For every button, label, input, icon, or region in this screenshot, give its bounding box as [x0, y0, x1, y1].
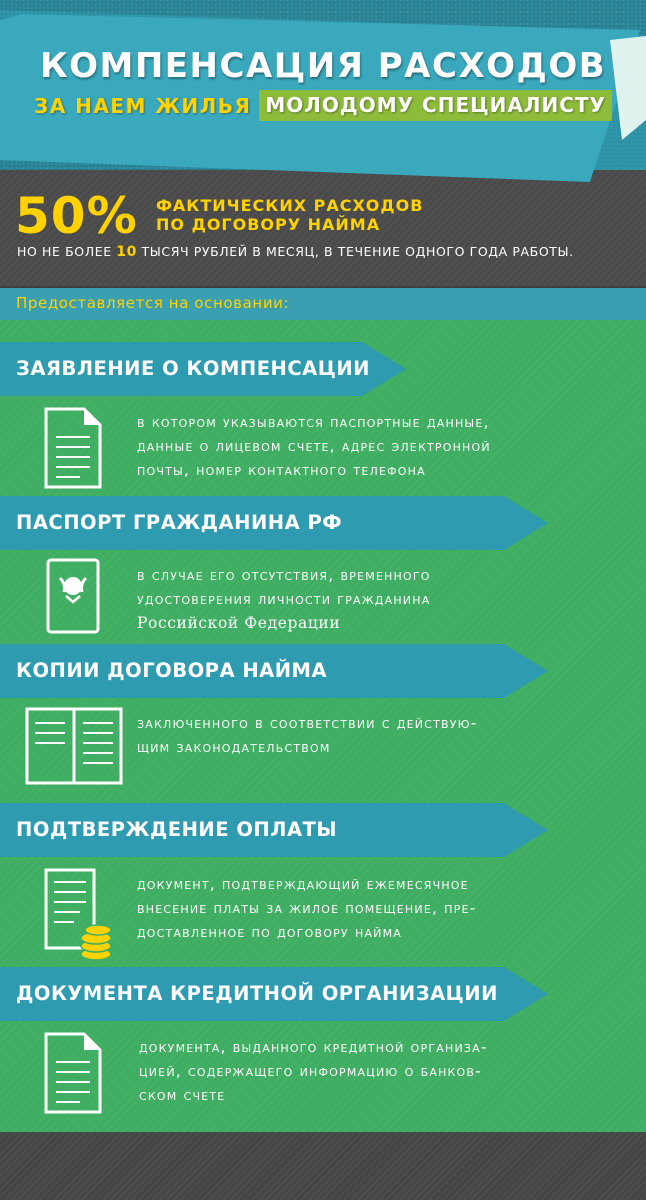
item-ribbon-passport	[0, 496, 548, 550]
subtitle-left: ЗА НАЕМ ЖИЛЬЯ	[34, 93, 252, 118]
stat-note	[17, 244, 574, 260]
item-description	[137, 872, 477, 944]
page-title: КОМПЕНСАЦИЯ РАСХОДОВ	[39, 46, 607, 86]
item-description-line: ском счете	[139, 1086, 226, 1104]
basis-label: Предоставляется на основании:	[16, 294, 290, 312]
subtitle-right-badge: МОЛОДОМУ СПЕЦИАЛИСТУ	[259, 90, 612, 121]
item-description-line: документ, подтверждающий ежемесячное	[137, 875, 469, 893]
item-title: ДОКУМЕНТА КРЕДИТНОЙ ОРГАНИЗАЦИИ	[16, 982, 498, 1005]
item-description-line: доставленное по договору найма	[137, 923, 403, 941]
item-title: КОПИИ ДОГОВОРА НАЙМА	[16, 659, 328, 682]
stat-percent: 50%	[15, 187, 138, 245]
item-description-line: в котором указываются паспортные данные,	[137, 413, 490, 431]
document-icon	[44, 1032, 102, 1114]
item-description-line: документа, выданного кредитной организа-	[139, 1038, 488, 1056]
item-description	[137, 410, 491, 482]
document-icon	[44, 407, 102, 489]
item-description-line: почты, номер контактного телефона	[137, 461, 426, 479]
passport-icon	[46, 558, 100, 634]
stat-note-amount: 10	[116, 244, 137, 260]
open-book-icon	[25, 707, 123, 785]
item-description-line: Российской Федерации	[137, 614, 341, 632]
receipt-coins-icon	[44, 868, 114, 962]
footer-band	[0, 1132, 646, 1200]
item-description-line: заключенного в соответствии с действую-	[137, 714, 478, 732]
item-ribbon-application	[0, 342, 406, 396]
stat-note-after: ТЫСЯЧ РУБЛЕЙ В МЕСЯЦ, В ТЕЧЕНИЕ ОДНОГО ГОДА РАБОТЫ.	[136, 244, 574, 259]
stat-desc-line-1: ФАКТИЧЕСКИХ РАСХОДОВ	[156, 196, 424, 215]
item-description-line: цией, содержащего информацию о банков-	[139, 1062, 482, 1080]
item-ribbon-payment	[0, 803, 548, 857]
page-subtitle	[0, 90, 646, 121]
item-description-line: удостоверения личности гражданина	[137, 590, 431, 608]
item-description-line: данные о лицевом счете, адрес электронной	[137, 437, 491, 455]
item-title: ПАСПОРТ ГРАЖДАНИНА РФ	[16, 511, 343, 534]
item-description-line: внесение платы за жилое помещение, пре-	[137, 899, 477, 917]
item-ribbon-contract	[0, 644, 548, 698]
item-title: ЗАЯВЛЕНИЕ О КОМПЕНСАЦИИ	[16, 357, 370, 380]
item-description	[137, 711, 478, 759]
item-description	[139, 1035, 488, 1107]
stat-description	[156, 196, 423, 234]
item-ribbon-bank-document	[0, 967, 548, 1021]
item-description-line: в случае его отсутствия, временного	[137, 566, 431, 584]
item-description-line: щим законодательством	[137, 738, 331, 756]
item-title: ПОДТВЕРЖДЕНИЕ ОПЛАТЫ	[16, 818, 338, 841]
item-description	[137, 563, 431, 635]
header-edge-shape	[0, 150, 646, 190]
stat-note-before: НО НЕ БОЛЕЕ	[17, 244, 117, 259]
stat-desc-line-2: ПО ДОГОВОРУ НАЙМА	[156, 215, 381, 234]
